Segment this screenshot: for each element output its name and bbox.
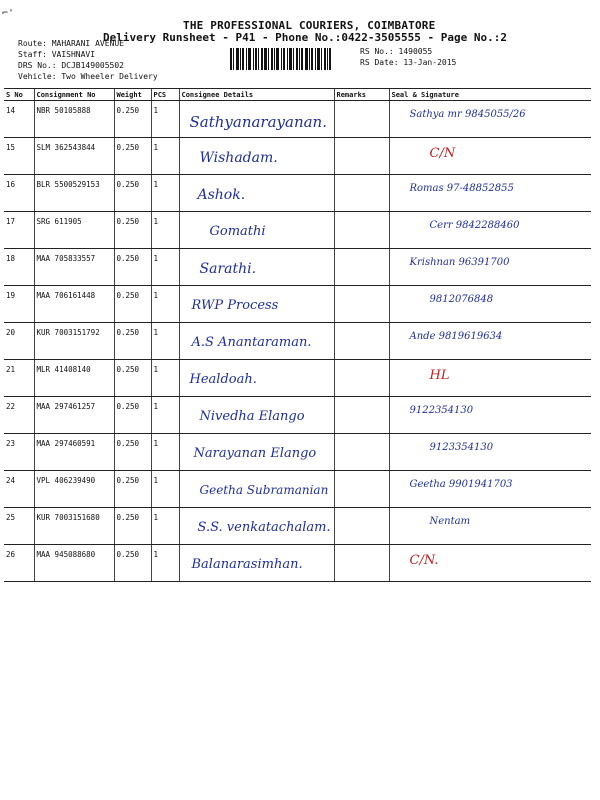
cell-consignment: MAA 706161448 — [34, 286, 114, 323]
cell-sno: 18 — [4, 249, 34, 286]
cell-sno: 14 — [4, 101, 34, 138]
cell-signature — [389, 249, 591, 286]
cell-consignment: VPL 406239490 — [34, 471, 114, 508]
cell-consignee — [179, 101, 334, 138]
cell-weight: 0.250 — [114, 101, 151, 138]
cell-consignment: SRG 611905 — [34, 212, 114, 249]
col-header-consignment: Consignment No — [34, 89, 114, 101]
cell-signature — [389, 360, 591, 397]
signature-handwriting: Krishnan 96391700 — [409, 257, 510, 268]
cell-consignment: SLM 362543844 — [34, 138, 114, 175]
cell-remarks — [334, 545, 389, 582]
table-row — [4, 360, 591, 397]
table-row — [4, 101, 591, 138]
consignee-handwriting: A.S Anantaraman. — [191, 335, 312, 350]
cell-remarks — [334, 360, 389, 397]
signature-handwriting: C/N. — [409, 553, 439, 568]
table-row — [4, 212, 591, 249]
signature-handwriting: HL — [429, 368, 450, 383]
cell-consignee — [179, 249, 334, 286]
cell-consignee — [179, 397, 334, 434]
cell-weight: 0.250 — [114, 286, 151, 323]
consignee-handwriting: Ashok. — [197, 187, 246, 203]
signature-handwriting: 9122354130 — [409, 405, 474, 416]
signature-handwriting: 9123354130 — [429, 442, 494, 453]
cell-pcs: 1 — [151, 545, 179, 582]
cell-consignee — [179, 138, 334, 175]
signature-handwriting: Ande 9819619634 — [409, 331, 503, 342]
cell-signature — [389, 175, 591, 212]
cell-sno: 21 — [4, 360, 34, 397]
signature-handwriting: Geetha 9901941703 — [409, 479, 513, 490]
col-header-signature: Seal & Signature — [389, 89, 591, 101]
staff-label: Staff: VAISHNAVI — [18, 50, 96, 59]
consignee-handwriting: Gomathi — [209, 224, 266, 239]
cell-weight: 0.250 — [114, 397, 151, 434]
table-row — [4, 434, 591, 471]
cell-remarks — [334, 397, 389, 434]
cell-weight: 0.250 — [114, 508, 151, 545]
cell-sno: 20 — [4, 323, 34, 360]
cell-weight: 0.250 — [114, 545, 151, 582]
cell-remarks — [334, 249, 389, 286]
cell-sno: 19 — [4, 286, 34, 323]
signature-handwriting: Romas 97-48852855 — [409, 183, 514, 194]
rs-date-label: RS Date: 13-Jan-2015 — [360, 58, 457, 67]
cell-signature — [389, 471, 591, 508]
table-row — [4, 286, 591, 323]
cell-signature — [389, 212, 591, 249]
cell-consignee — [179, 175, 334, 212]
table-row — [4, 397, 591, 434]
document-subtitle: Delivery Runsheet - P41 - Phone No.:0422-3505555 - Page No.:2 — [103, 31, 507, 44]
table-row — [4, 138, 591, 175]
cell-weight: 0.250 — [114, 434, 151, 471]
document-title: THE PROFESSIONAL COURIERS, COIMBATORE — [183, 19, 436, 32]
cell-consignment: MAA 945088680 — [34, 545, 114, 582]
cell-consignee — [179, 323, 334, 360]
cell-remarks — [334, 286, 389, 323]
table-row — [4, 545, 591, 582]
table-header-row — [4, 89, 591, 101]
cell-consignment: MAA 297461257 — [34, 397, 114, 434]
runsheet-table — [4, 88, 591, 582]
cell-remarks — [334, 434, 389, 471]
cell-sno: 25 — [4, 508, 34, 545]
cell-consignment: MAA 705833557 — [34, 249, 114, 286]
consignee-handwriting: Geetha Subramanian — [199, 483, 329, 497]
cell-pcs: 1 — [151, 138, 179, 175]
route-label: Route: MAHARANI AVENUE — [18, 39, 124, 48]
cell-consignment: MLR 41408140 — [34, 360, 114, 397]
table-row — [4, 175, 591, 212]
cell-sno: 26 — [4, 545, 34, 582]
cell-consignee — [179, 471, 334, 508]
cell-signature — [389, 397, 591, 434]
cell-weight: 0.250 — [114, 249, 151, 286]
table-row — [4, 471, 591, 508]
cell-pcs: 1 — [151, 397, 179, 434]
scan-mark: ⌐' — [2, 8, 15, 19]
drs-label: DRS No.: DCJB149005502 — [18, 61, 124, 70]
rs-number-label: RS No.: 1490055 — [360, 47, 433, 56]
consignee-handwriting: Balanarasimhan. — [191, 557, 303, 572]
col-header-weight: Weight — [114, 89, 151, 101]
cell-weight: 0.250 — [114, 323, 151, 360]
cell-remarks — [334, 471, 389, 508]
consignee-handwriting: Wishadam. — [199, 150, 278, 166]
cell-pcs: 1 — [151, 249, 179, 286]
cell-signature — [389, 508, 591, 545]
cell-sno: 16 — [4, 175, 34, 212]
signature-handwriting: Cerr 9842288460 — [429, 220, 520, 231]
cell-consignment: KUR 7003151792 — [34, 323, 114, 360]
cell-remarks — [334, 175, 389, 212]
cell-signature — [389, 545, 591, 582]
cell-consignment: KUR 7003151680 — [34, 508, 114, 545]
cell-remarks — [334, 508, 389, 545]
table-row — [4, 323, 591, 360]
cell-pcs: 1 — [151, 212, 179, 249]
cell-pcs: 1 — [151, 323, 179, 360]
cell-signature — [389, 434, 591, 471]
cell-consignee — [179, 434, 334, 471]
cell-consignee — [179, 212, 334, 249]
vehicle-label: Vehicle: Two Wheeler Delivery — [18, 72, 158, 81]
cell-pcs: 1 — [151, 434, 179, 471]
col-header-pcs: PCS — [151, 89, 179, 101]
cell-pcs: 1 — [151, 508, 179, 545]
cell-consignee — [179, 545, 334, 582]
signature-handwriting: Sathya mr 9845055/26 — [409, 109, 526, 120]
cell-weight: 0.250 — [114, 360, 151, 397]
cell-pcs: 1 — [151, 101, 179, 138]
cell-remarks — [334, 138, 389, 175]
cell-sno: 24 — [4, 471, 34, 508]
col-header-sno: S No — [4, 89, 34, 101]
cell-pcs: 1 — [151, 471, 179, 508]
cell-sno: 22 — [4, 397, 34, 434]
col-header-consignee: Consignee Details — [179, 89, 334, 101]
signature-handwriting: Nentam — [429, 516, 471, 527]
cell-signature — [389, 138, 591, 175]
cell-remarks — [334, 101, 389, 138]
cell-signature — [389, 323, 591, 360]
cell-pcs: 1 — [151, 360, 179, 397]
cell-weight: 0.250 — [114, 212, 151, 249]
cell-weight: 0.250 — [114, 138, 151, 175]
cell-signature — [389, 101, 591, 138]
consignee-handwriting: Narayanan Elango — [193, 446, 317, 461]
cell-pcs: 1 — [151, 175, 179, 212]
cell-consignment: BLR 5500529153 — [34, 175, 114, 212]
cell-consignee — [179, 508, 334, 545]
cell-consignment: NBR 50105888 — [34, 101, 114, 138]
cell-sno: 15 — [4, 138, 34, 175]
consignee-handwriting: S.S. venkatachalam. — [197, 520, 331, 535]
consignee-handwriting: Nivedha Elango — [199, 409, 305, 424]
cell-weight: 0.250 — [114, 471, 151, 508]
consignee-handwriting: Sarathi. — [199, 261, 257, 277]
cell-consignee — [179, 286, 334, 323]
table-row — [4, 508, 591, 545]
barcode — [230, 48, 350, 70]
consignee-handwriting: RWP Process — [191, 298, 279, 313]
consignee-handwriting: Healdoah. — [189, 372, 257, 387]
cell-consignment: MAA 297460591 — [34, 434, 114, 471]
cell-remarks — [334, 323, 389, 360]
signature-handwriting: C/N — [429, 146, 456, 161]
col-header-remarks: Remarks — [334, 89, 389, 101]
cell-pcs: 1 — [151, 286, 179, 323]
signature-handwriting: 9812076848 — [429, 294, 494, 305]
cell-sno: 23 — [4, 434, 34, 471]
cell-remarks — [334, 212, 389, 249]
cell-weight: 0.250 — [114, 175, 151, 212]
cell-sno: 17 — [4, 212, 34, 249]
cell-signature — [389, 286, 591, 323]
table-row — [4, 249, 591, 286]
cell-consignee — [179, 360, 334, 397]
consignee-handwriting: Sathyanarayanan. — [189, 113, 327, 131]
